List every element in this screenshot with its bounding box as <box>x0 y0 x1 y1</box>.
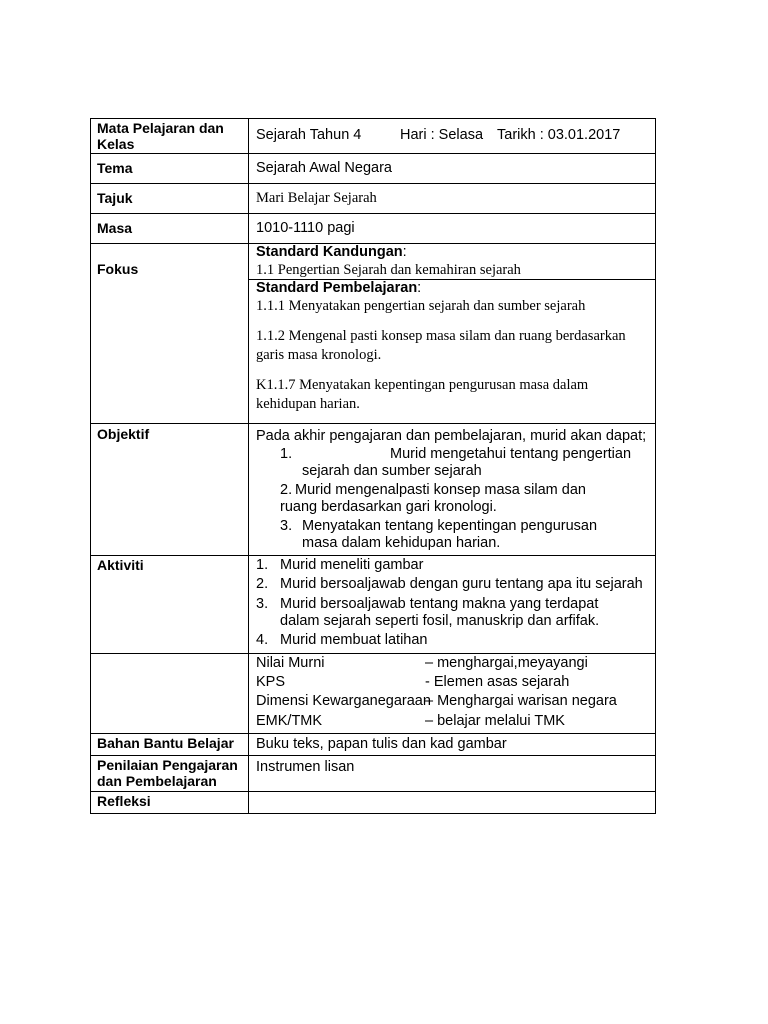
elemen-value-1: – menghargai,meyayangi <box>425 655 588 671</box>
sp-item-1: 1.1.1 Menyatakan pengertian sejarah dan sumber sejarah <box>256 298 586 314</box>
row-divider <box>90 653 656 654</box>
objektif-num-3: 3. <box>280 518 293 534</box>
aktiviti-item-3: Murid bersoaljawab tentang makna yang terdapat dalam sejarah seperti fosil, manuskrip dan arfifak. <box>280 596 600 629</box>
aktiviti-item-2: Murid bersoaljawab dengan guru tentang apa itu sejarah <box>280 576 643 592</box>
row-divider <box>90 733 656 734</box>
column-divider <box>248 118 249 814</box>
row-divider <box>90 791 656 792</box>
table-border-top <box>90 118 656 119</box>
elemen-value-3: – Menghargai warisan negara <box>425 693 617 709</box>
sp-item-3: K1.1.7 Menyatakan kepentingan pengurusan masa dalam kehidupan harian. <box>256 377 589 412</box>
bahan-value: Buku teks, papan tulis dan kad gambar <box>256 736 507 752</box>
row-divider <box>90 153 656 154</box>
aktiviti-label: Aktiviti <box>97 557 144 573</box>
row-divider <box>90 423 656 424</box>
tajuk-value: Mari Belajar Sejarah <box>256 190 377 206</box>
aktiviti-item-1: Murid meneliti gambar <box>280 557 424 573</box>
elemen-value-2: - Elemen asas sejarah <box>425 674 570 690</box>
standard-pembelajaran-heading: Standard Pembelajaran: <box>256 280 422 296</box>
masa-value: 1010-1110 pagi <box>256 220 355 236</box>
date-value: Tarikh : 03.01.2017 <box>497 127 621 143</box>
aktiviti-num-3: 3. <box>256 596 269 612</box>
sk-heading-text: Standard Kandungan <box>256 244 403 260</box>
mata-pelajaran-label: Mata Pelajaran dan Kelas <box>97 120 224 152</box>
objektif-intro: Pada akhir pengajaran dan pembelajaran, murid akan dapat; <box>256 428 647 444</box>
tajuk-label: Tajuk <box>97 190 133 206</box>
tema-value: Sejarah Awal Negara <box>256 160 392 176</box>
elemen-key-3: Dimensi Kewarganegaraan <box>256 693 431 709</box>
subject-value: Sejarah Tahun 4 <box>256 127 362 143</box>
row-divider <box>90 183 656 184</box>
standard-kandungan-heading: Standard Kandungan: <box>256 244 407 260</box>
day-value: Hari : Selasa <box>400 127 484 143</box>
aktiviti-num-2: 2. <box>256 576 269 592</box>
table-border-bottom <box>90 813 656 814</box>
table-border-left <box>90 118 91 814</box>
penilaian-label: Penilaian Pengajaran dan Pembelajaran <box>97 757 238 789</box>
sp-heading-text: Standard Pembelajaran <box>256 280 418 296</box>
aktiviti-num-1: 1. <box>256 557 269 573</box>
elemen-key-2: KPS <box>256 674 286 690</box>
objektif-item-3: Menyatakan tentang kepentingan pengurusan masa dalam kehidupan harian. <box>302 518 598 551</box>
objektif-item-1: Murid mengetahui tentang pengertian sejarah dan sumber sejarah <box>302 446 632 479</box>
tema-label: Tema <box>97 160 133 176</box>
table-border-right <box>655 118 656 814</box>
penilaian-value: Instrumen lisan <box>256 759 355 775</box>
bahan-label: Bahan Bantu Belajar <box>97 735 234 751</box>
row-divider <box>90 555 656 556</box>
objektif-num-1: 1. <box>280 446 293 462</box>
standard-kandungan-text: 1.1 Pengertian Sejarah dan kemahiran sejarah <box>256 262 521 278</box>
objektif-item-2: Murid mengenalpasti konsep masa silam dan ruang berdasarkan gari kronologi. <box>280 482 586 515</box>
elemen-value-4: – belajar melalui TMK <box>425 713 565 729</box>
aktiviti-num-4: 4. <box>256 632 269 648</box>
row-divider <box>90 213 656 214</box>
objektif-num-2: 2. <box>280 482 293 498</box>
objektif-label: Objektif <box>97 426 150 442</box>
masa-label: Masa <box>97 220 133 236</box>
fokus-label: Fokus <box>97 261 139 277</box>
aktiviti-item-4: Murid membuat latihan <box>280 632 428 648</box>
refleksi-label: Refleksi <box>97 793 151 809</box>
elemen-key-4: EMK/TMK <box>256 713 323 729</box>
row-divider <box>90 755 656 756</box>
elemen-key-1: Nilai Murni <box>256 655 325 671</box>
sp-item-2: 1.1.2 Mengenal pasti konsep masa silam dan ruang berdasarkan garis masa kronologi. <box>256 328 626 363</box>
